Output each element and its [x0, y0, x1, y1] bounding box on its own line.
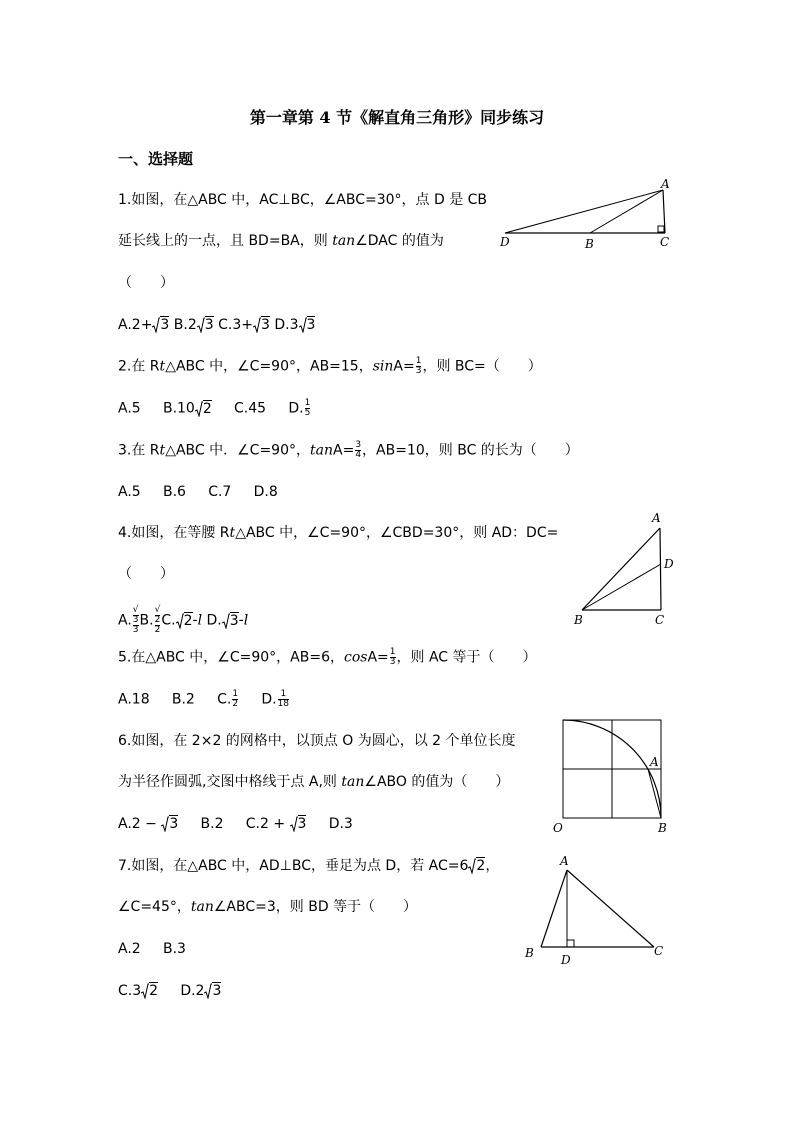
fraction: $\frac{1}{3}$: [415, 356, 422, 376]
label-a: A: [661, 177, 670, 191]
sqrt-2: 2: [195, 400, 212, 418]
fraction: √ 2 2: [154, 605, 161, 635]
question-6-options: [118, 815, 353, 833]
fraction: $\frac{1}{5}$: [304, 398, 311, 418]
option-d: D.3: [269, 317, 299, 333]
option-a: A.2: [118, 941, 141, 957]
sqrt-3: 3: [204, 982, 221, 1000]
question-4-answer-parens: （ ）: [118, 566, 174, 582]
question-5-options: [118, 690, 290, 709]
fraction: $\frac{1}{2}$: [232, 689, 239, 709]
sqrt-3: 3: [152, 316, 169, 334]
question-3-options: [118, 483, 278, 501]
option-c: C.45: [234, 400, 267, 417]
sqrt-3: 3: [253, 316, 270, 334]
option-b: B.10: [162, 400, 195, 417]
label-d: D: [500, 235, 510, 249]
question-1-line-1: 1.如图，在△ABC 中，AC⊥BC，∠ABC=30°，点 D 是 CB: [118, 192, 488, 208]
fraction: $\frac{3}{4}$: [355, 440, 362, 460]
figure-q7-triangle: [520, 852, 670, 967]
option-b: B.3: [162, 941, 186, 957]
label-b: B: [585, 237, 594, 251]
option-c: C.2 +: [245, 816, 290, 832]
question-1-line-2: 延长线上的一点，且 BD=BA，则 tan∠DAC 的值为: [118, 233, 444, 249]
label-a: A: [560, 854, 569, 868]
option-a: A.5: [118, 484, 141, 500]
figure-q1-triangle: [495, 176, 680, 252]
option-d: D.: [261, 691, 277, 708]
option-c: C.: [217, 691, 232, 708]
question-2: 2.在 Rt△ABC 中，∠C=90°，AB=15，sinA= $\frac{1}{3}$ ，则 BC=（ ）: [118, 356, 542, 376]
sqrt-3: 3: [197, 316, 214, 334]
question-6-line-2: 为半径作圆弧,交图中格线于点 A,则 tan∠ABO 的值为（ ）: [118, 774, 510, 790]
sqrt-2: 2: [468, 857, 485, 875]
label-d: D: [561, 953, 571, 967]
option-a: A.18: [118, 691, 150, 708]
option-a: A.2+: [118, 317, 153, 333]
option-c: C.3+: [213, 317, 254, 333]
option-c: C.3: [118, 983, 142, 999]
option-d: D.3: [328, 816, 353, 832]
question-3: 3.在 Rt△ABC 中．∠C=90°，tanA= $\frac{3}{4}$ ，AB=10，则 BC 的长为（ ）: [118, 440, 579, 460]
option-d: D.2: [180, 983, 205, 999]
question-7-options-cd: [118, 982, 221, 1000]
sqrt-2: 2: [141, 982, 158, 1000]
sqrt-2: 2: [176, 612, 193, 630]
option-d: D.: [288, 400, 304, 417]
label-a: A: [650, 755, 659, 769]
option-b: B.: [139, 612, 154, 629]
label-a: A: [652, 511, 661, 525]
fraction: $\frac{1}{3}$: [389, 647, 396, 667]
question-7-line-2: ∠C=45°，tan∠ABC=3，则 BD 等于（ ）: [118, 899, 418, 915]
sqrt-3: 3: [290, 815, 307, 833]
option-b: B.2: [171, 691, 195, 708]
sqrt-3: 3: [222, 612, 239, 630]
label-o: O: [553, 821, 563, 835]
question-1-answer-parens: （ ）: [118, 275, 174, 291]
option-b: B.2: [200, 816, 224, 832]
page-title: 第一章第 4 节《解直角三角形》同步练习: [249, 108, 545, 127]
option-d: D.8: [253, 484, 278, 500]
figure-q4-triangle: [568, 508, 683, 630]
option-b: B.6: [162, 484, 186, 500]
label-c: C: [654, 944, 664, 958]
label-d: D: [664, 557, 674, 571]
question-4-line-1: 4.如图，在等腰 Rt△ABC 中，∠C=90°，∠CBD=30°，则 AD：DC=: [118, 525, 559, 541]
figure-q6-grid: [548, 712, 678, 840]
section-heading: 一、选择题: [118, 150, 194, 168]
option-b: B.2: [169, 317, 197, 333]
fraction: $\frac{1}{18}$: [277, 689, 290, 709]
label-c: C: [655, 613, 665, 627]
option-a: A.2 −: [118, 816, 162, 832]
label-b: B: [658, 821, 667, 835]
question-1-options: [118, 316, 315, 334]
sqrt-3: 3: [161, 815, 178, 833]
option-d: D.: [202, 612, 222, 629]
question-7-line-1: 7.如图，在△ABC 中，AD⊥BC，垂足为点 D，若 AC=6 2，: [118, 858, 500, 874]
option-a: A.5: [118, 400, 141, 417]
question-2-options: [118, 399, 311, 418]
option-c: C.: [161, 612, 176, 629]
option-c: C.7: [208, 484, 232, 500]
sqrt-3: 3: [299, 316, 316, 334]
label-b: B: [525, 946, 534, 960]
question-7-options-ab: [118, 940, 186, 958]
option-a: A.: [118, 612, 132, 629]
fraction: √ 3 3: [132, 605, 139, 635]
label-b: B: [574, 613, 583, 627]
question-6-line-1: 6.如图，在 2×2 的网格中，以顶点 O 为圆心，以 2 个单位长度: [118, 733, 516, 749]
label-c: C: [660, 235, 670, 249]
question-5: 5.在△ABC 中，∠C=90°，AB=6，cosA= $\frac{1}{3}$ ，则 AC 等于（ ）: [118, 647, 537, 667]
question-4-options: A. √ 3 3 B. √ 2 2 C. 2-l D. 3-l: [118, 605, 249, 635]
